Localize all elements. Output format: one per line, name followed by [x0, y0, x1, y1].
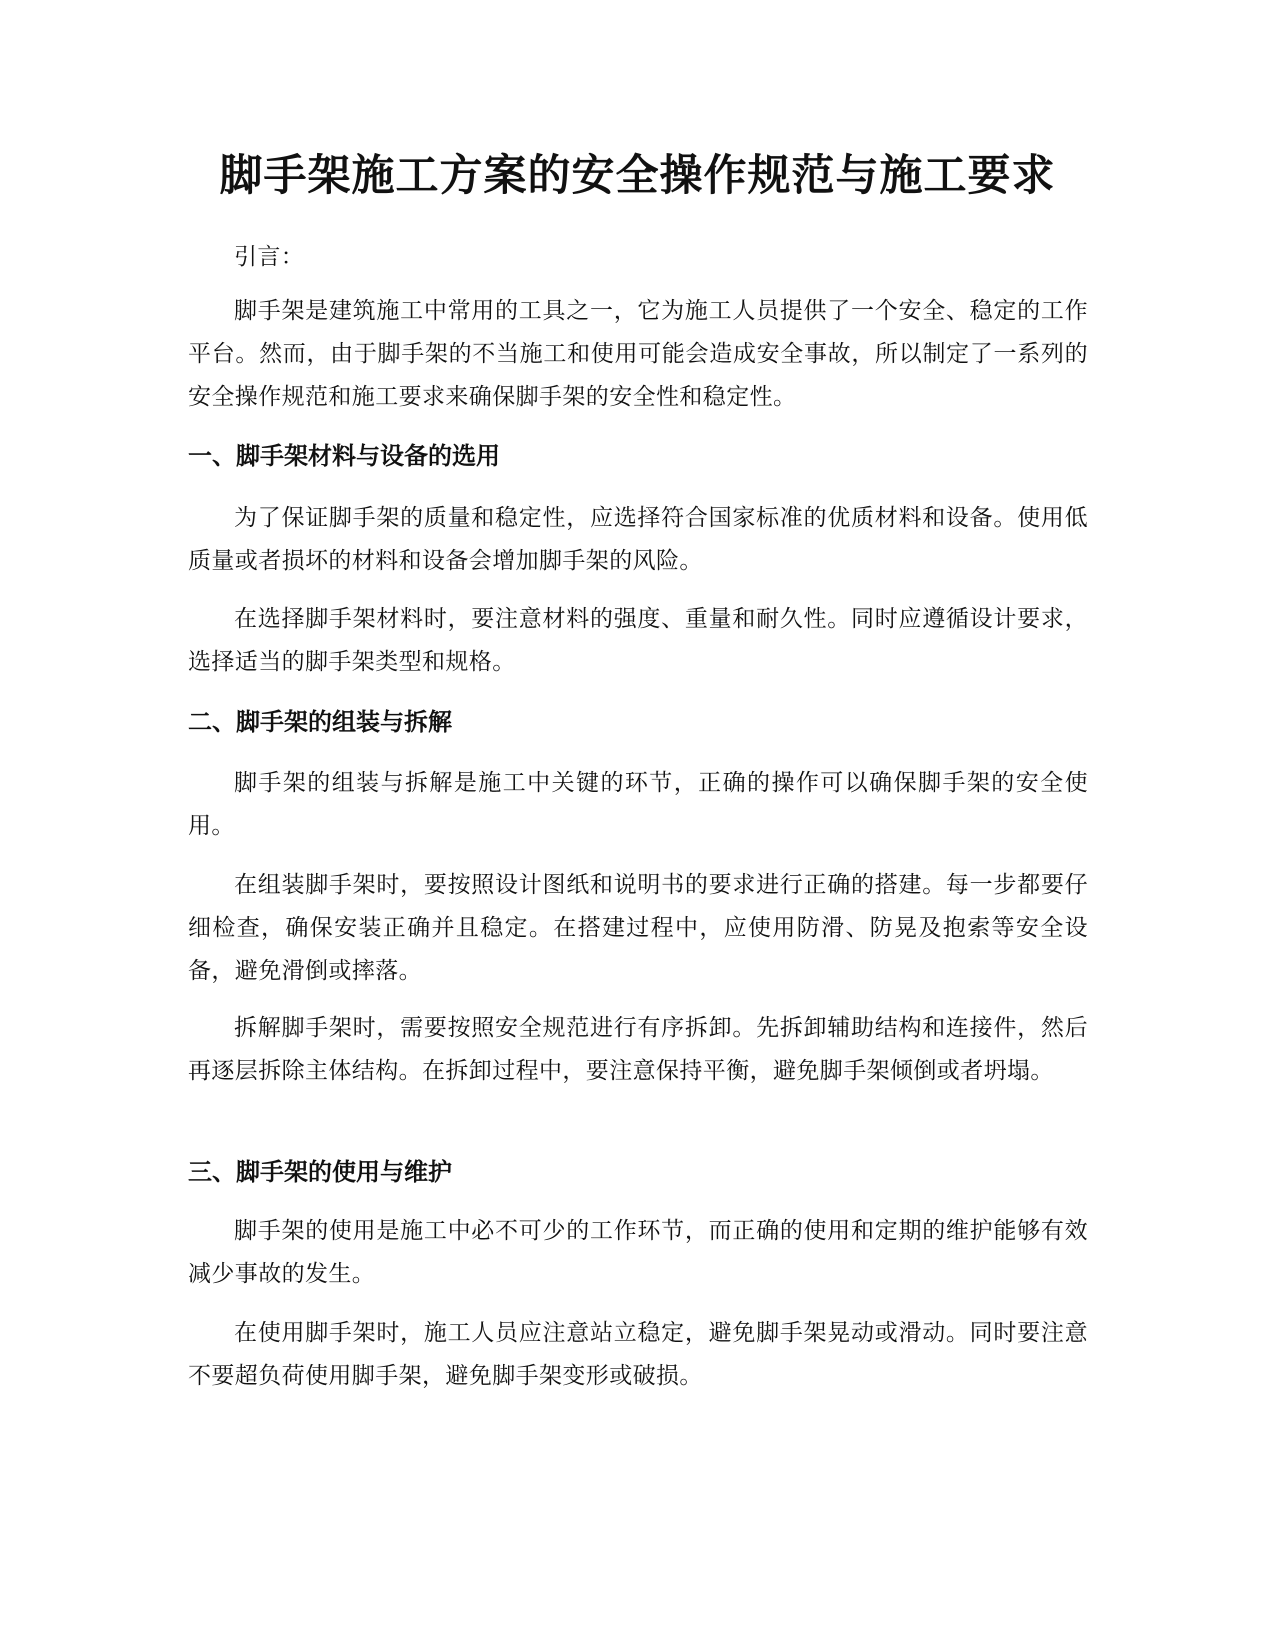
- intro-label: 引言：: [234, 244, 305, 270]
- section-1-heading: 一、脚手架材料与设备的选用: [188, 442, 500, 470]
- section-2-paragraph-1: 脚手架的组装与拆解是施工中关键的环节，正确的操作可以确保脚手架的安全使用。: [188, 770, 1088, 839]
- section-2-paragraph-2: 在组装脚手架时，要按照设计图纸和说明书的要求进行正确的搭建。每一步都要仔细检查，确保安装正确并且稳定。在搭建过程中，应使用防滑、防晃及抱索等安全设备，避免滑倒或摔落。: [188, 872, 1088, 984]
- section-1-paragraph-1: 为了保证脚手架的质量和稳定性，应选择符合国家标准的优质材料和设备。使用低质量或者损坏的材料和设备会增加脚手架的风险。: [188, 505, 1088, 574]
- section-3-paragraph-1: 脚手架的使用是施工中必不可少的工作环节，而正确的使用和定期的维护能够有效减少事故的发生。: [188, 1218, 1088, 1287]
- document-title: 脚手架施工方案的安全操作规范与施工要求: [219, 151, 1056, 201]
- section-3-paragraph-2: 在使用脚手架时，施工人员应注意站立稳定，避免脚手架晃动或滑动。同时要注意不要超负荷使用脚手架，避免脚手架变形或破损。: [188, 1320, 1088, 1389]
- section-2-heading: 二、脚手架的组装与拆解: [188, 708, 452, 736]
- section-2-paragraph-3: 拆解脚手架时，需要按照安全规范进行有序拆卸。先拆卸辅助结构和连接件，然后再逐层拆除主体结构。在拆卸过程中，要注意保持平衡，避免脚手架倾倒或者坍塌。: [188, 1015, 1088, 1084]
- section-1-paragraph-2: 在选择脚手架材料时，要注意材料的强度、重量和耐久性。同时应遵循设计要求，选择适当的脚手架类型和规格。: [188, 606, 1088, 675]
- intro-paragraph: 脚手架是建筑施工中常用的工具之一，它为施工人员提供了一个安全、稳定的工作平台。然而，由于脚手架的不当施工和使用可能会造成安全事故，所以制定了一系列的安全操作规范和施工要求来确保脚手架的安全性和稳定性。: [188, 298, 1088, 410]
- section-3-heading: 三、脚手架的使用与维护: [188, 1158, 452, 1186]
